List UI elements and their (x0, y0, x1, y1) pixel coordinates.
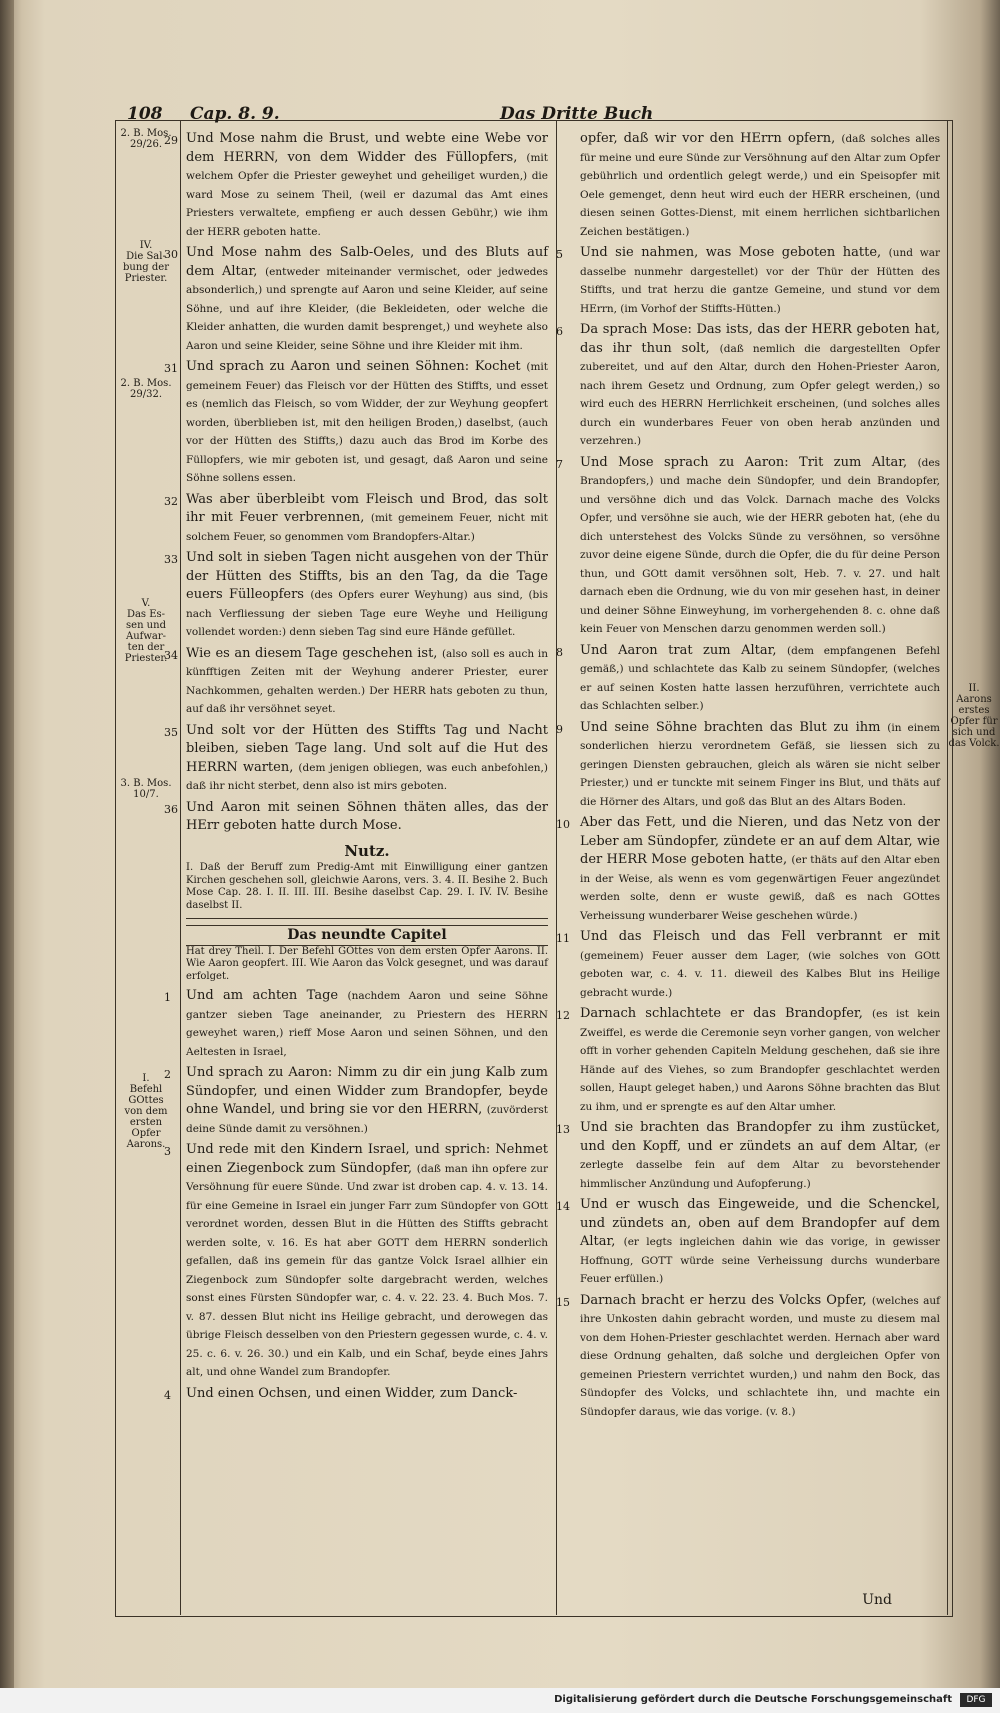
verse (164, 799, 548, 836)
verse-gloss: (also soll es auch in künfftigen Zeiten mit der Weyhung anderer Priester, eurer Nachkommen, gehalten werden.) Der HERR hats geboten zu thun, auf daß ihr versöhnet seyet. (186, 647, 549, 715)
verses-chapter-8 (164, 130, 549, 836)
verse-text: Und am achten Tage (186, 988, 339, 1003)
verse (164, 244, 548, 355)
verse (164, 645, 549, 719)
verse-number: 3 (164, 1145, 171, 1158)
verse-number: 30 (164, 248, 178, 261)
column-divider (556, 120, 557, 1615)
verse-gloss: (des Opfers eurer Weyhung) aus sind, (bis nach Verfliessung der sieben Tage eure Weyhe und Heiligung vollendet worden:) denn sieben Tag sind eure Hände gefüllet. (186, 589, 549, 638)
margin-note: V. Das Es- sen und Aufwar- ten der Priester. (124, 598, 168, 664)
verse-number: 35 (164, 725, 178, 739)
page-number: 108 (127, 104, 163, 124)
running-chapter: Cap. 8. 9. (190, 104, 280, 124)
verse-text: Und rede mit den Kindern Israel, und sprich: Nehmet einen Ziegenbock zum Sündopfer, (186, 1142, 548, 1176)
margin-rule-left (180, 120, 181, 1615)
verse (556, 244, 940, 318)
verses-chapter-9 (164, 987, 548, 1403)
verse-text: Darnach bracht er herzu des Volcks Opfer, (580, 1292, 867, 1308)
verse-number: 29 (164, 134, 178, 147)
margin-note: 3. B. Mos. 10/7. (120, 778, 172, 800)
verse-text: Und sprach zu Aaron: Nimm zu dir ein jung Kalb zum Sündopfer, und einen Widder zum Brandopfer, beyde ohne Wandel, und bring sie vor den HERRN, (186, 1065, 548, 1117)
verse-gloss: (gemeinem) Feuer ausser dem Lager, (wie solches von GOtt geboten war, c. 4. v. 11. dieweil des Kalbes Blut ins Heilige gebracht wurde.) (580, 949, 940, 999)
right-text-column (556, 130, 941, 1424)
verse-text: Wie es an diesem Tage geschehen ist, (186, 645, 438, 661)
verse-text: Darnach schlachtete er das Brandopfer, (580, 1006, 863, 1021)
verse-text: Und Mose nahm des Salb-Oeles, und des Bluts auf dem Altar, (186, 245, 548, 279)
margin-note: I. Befehl GOttes von dem ersten Opfer Aarons. (124, 1073, 168, 1150)
verse (556, 1292, 940, 1422)
verse-gloss: (mit welchem Opfer die Priester geweyhet und geheiliget wurden,) die ward Mose zu seinem Theil, (weil er dazumal das Amt eines Priesters verwaltete, empfieng er auch dessen Gebühr,) wie ihm der HERR geboten hatte. (186, 151, 548, 238)
verse-text: Und Mose nahm die Brust, und webte eine Webe vor dem HERRN, von dem Widder des Füllopfers, (186, 131, 548, 165)
verse-gloss: (daß nemlich die dargestellten Opfer zubereitet, und auf den Altar, durch den Hohen-Priester Aaron, nach ihrem Gesetz und Ordnung, zum Opfer gelegt werden,) so wird euch des HERRN Herrlichkeit erscheinen, (und solches alles durch ein wunderbares Feuer von oben herab anzünden und verzehren.) (580, 342, 940, 447)
verse-number: 9 (556, 722, 563, 736)
verse-gloss: (dem empfangenen Befehl gemäß,) und schlachtete das Kalb zu seinem Sündopfer, (welches er auf seinen Kosten hatte lassen herzuführen, verrichtete auch das Schlachten selber.) (580, 644, 940, 712)
verse (164, 549, 549, 642)
verse (556, 814, 941, 925)
verse-gloss: (er legts ingleichen dahin wie das vorige, in gewisser Hoffnung, GOTT würde seine Verheissung durchs wunderbare Feuer erfüllen.) (580, 1236, 940, 1285)
margin-note: IV. Die Sal- bung der Priester. (123, 240, 169, 284)
verse-number: 10 (556, 818, 570, 831)
verse-gloss: (dem jenigen obliegen, was euch anbefohlen,) daß ihr nicht sterbet, denn also ist mirs geboten. (186, 761, 548, 792)
footer-credit: Digitalisierung gefördert durch die Deutsche Forschungsgemeinschaft (554, 1694, 952, 1705)
margin-note: II. Aarons erstes Opfer für sich und das Volck. (948, 683, 1000, 749)
verse (556, 1196, 940, 1289)
catchword: Und (862, 1592, 892, 1608)
verse-gloss: (entweder miteinander vermischet, oder jedwedes absonderlich,) und sprengte auf Aaron und seine Kleider, auf seine Söhne, und auf ihre Kleider, (die Bekleideten, oder welche die Kleider anhatten, die wurden damit besprenget,) und weyhete also Aaron und seine Kleider, seine Söhne und ihre Kleider mit ihm. (186, 265, 548, 352)
verse-text: Aber das Fett, und die Nieren, und das Netz von der Leber am Sündopfer, zündete er an auf dem Altar, wie der HERR Mose geboten hatte, (580, 815, 940, 867)
verses-right (556, 130, 941, 1421)
dfg-logo: DFG (960, 1693, 992, 1707)
verse-gloss: (und war dasselbe nunmehr dargestellet) vor der Thür der Hütten des Stiffts, und trat herzu die gantze Gemeine, und stund vor dem HErrn, (im Vorhof der Stiffts-Hütten.) (580, 247, 940, 315)
verse-gloss: (zuvörderst deine Sünde damit zu versöhnen.) (186, 1104, 548, 1135)
verse-number: 14 (556, 1200, 570, 1213)
running-title: Das Dritte Buch (500, 104, 654, 124)
verse-gloss: (in einem sonderlichen hierzu verordnetem Gefäß, sie liessen sich zu geringen Diensten gebrauchen, gleich als wären sie nicht selber Priester,) und er tunckte mit seinem Finger ins Blut, und thäts auf die Hörner des Altars, und goß das Blut an des Altars Boden. (580, 721, 940, 808)
verse-text: Und Aaron trat zum Altar, (580, 642, 777, 658)
verse (164, 987, 548, 1061)
left-text-column (164, 130, 549, 1406)
verse-text: Und er wusch das Eingeweide, und die Schenckel, und zündets an, oben auf dem Brandopfer auf dem Altar, (580, 1197, 940, 1249)
verse-number: 11 (556, 932, 570, 945)
verse (556, 1005, 940, 1116)
nutz-heading: Nutz. (344, 841, 390, 860)
verse-number: 33 (164, 553, 178, 566)
verse-text: Und Mose sprach zu Aaron: Trit zum Altar, (580, 454, 908, 470)
verse (164, 358, 548, 488)
verse (556, 719, 940, 812)
book-spine (0, 0, 14, 1688)
verse (164, 722, 548, 796)
verse (164, 491, 548, 547)
chapter-summary: Hat drey Theil. I. Der Befehl GOttes von dem ersten Opfer Aarons. II. Wie Aaron geopfert. III. Wie Aaron das Volck gesegnet, und was darauf erfolget. (186, 945, 548, 982)
verse (164, 130, 548, 241)
verse-number: 7 (556, 457, 563, 471)
verse-text: Und sie nahmen, was Mose geboten hatte, (580, 245, 882, 260)
verse (580, 130, 940, 241)
verse-number: 13 (556, 1123, 570, 1136)
verse-gloss: (des Brandopfers,) und mache dein Sündopfer, und dein Brandopfer, und versöhne dich und das Volck. Darnach mache des Volcks Opfer, und versöhne sie auch, wie der HERR geboten hat, (ehe du dich unterstehest des Volcks Sünde zu versöhnen, so versöhne zuvor deine eigene Sünde, durch die Opfer, die du für deine Person thun, und GOtt damit versöhnen solt, Heb. 7. v. 27. und halt darnach eben die Ordnung, wie du von mir gesehen hast, in deiner und deiner Söhne Einweyhung, im vorhergehenden 8. c. ohne daß kein Feuer von Menschen darzu genommen werden soll.) (580, 456, 940, 635)
verse-number: 12 (556, 1009, 570, 1022)
verse (164, 1064, 548, 1138)
verse-text: Und solt vor der Hütten des Stiffts Tag und Nacht bleiben, sieben Tage lang. Und solt auf die Hut des HERRN warten, (186, 722, 548, 775)
verse-gloss: (daß solches alles für meine und eure Sünde zur Versöhnung auf den Altar zum Opfer gebührlich und ordentlich gelegt werde,) und ein Speisopfer mit Oele gemenget, denn heut wird euch der HERR erscheinen, (und diesen seinen Gottes-Dienst, mit einem herrlichen sichtbarlichen Zeichen bestätigen.) (580, 133, 940, 238)
verse-text: Und seine Söhne brachten das Blut zu ihm (580, 719, 881, 735)
verse-text: Und sie brachten das Brandopfer zu ihm zustücket, und den Kopff, und er zündets an auf dem Altar, (580, 1120, 940, 1154)
verse-gloss: (es ist kein Zweiffel, es werde die Ceremonie seyn vorher gangen, von welcher offt in vorher gehenden Capiteln Meldung geschehen, daß sie ihre Hände auf des Viehes, so zum Brandopfer geschlachtet werden sollen, Haupt geleget haben,) und Aarons Söhne brachten das Blut zu ihm, und er sprengte es auf den Altar umher. (580, 1008, 940, 1113)
verse-number: 31 (164, 362, 178, 375)
verse-number: 5 (556, 248, 563, 261)
verse-gloss: (mit gemeinem Feuer) das Fleisch vor der Hütten des Stiffts, und esset es (nemlich das Fleisch, so vom Widder, der zur Weyhung geopfert worden, überblieben ist, mit den heiligen Broden,) daselbst, (auch vor der Hütten des Stiffts,) dazu auch das Brod im Korbe des Füllopfers, wie mir geboten ist, und gesagt, daß Aaron und seine Söhne sollens essen. (186, 361, 548, 484)
verse-text: opfer, daß wir vor den HErrn opfern, (580, 131, 836, 146)
verse (164, 1141, 548, 1382)
verse (164, 1385, 548, 1404)
verse-text: Und das Fleisch und das Fell verbrannt er mit (580, 929, 940, 944)
verse-gloss: (nachdem Aaron und seine Söhne gantzer sieben Tage aneinander, zu Priestern des HERRN geweyhet waren,) rieff Mose Aaron und seinen Söhnen, und den Aeltesten in Israel, (186, 990, 548, 1058)
verse-number: 4 (164, 1388, 171, 1402)
chapter-heading: Das neundte Capitel (186, 925, 548, 946)
verse-number: 15 (556, 1295, 570, 1309)
verse-text: Und sprach zu Aaron und seinen Söhnen: Kochet (186, 359, 521, 374)
digitization-footer (0, 1688, 1000, 1713)
verse-number: 2 (164, 1068, 171, 1081)
verse-number: 6 (556, 325, 563, 338)
verse-text: Da sprach Mose: Das ists, das der HERR geboten hat, das ihr thun solt, (580, 322, 940, 356)
verse-text: Was aber überbleibt vom Fleisch und Brod, das solt ihr mit Feuer verbrennen, (186, 491, 548, 525)
verse-number: 36 (164, 802, 178, 816)
verse-gloss: (daß man ihn opfere zur Versöhnung für euere Sünde. Und zwar ist droben cap. 4. v. 13. 14. für eine Gemeine in Israel ein junger Farr zum Sündopfer von GOtt verordnet worden, dessen Blut in die Hütten des Stiffts gebracht werden solte, v. 16. Es hat aber GOTT dem HERRN sonderlich gefallen, daß ins gemein für das gantze Volck Israel allhier ein Ziegenbock zum Sündopfer solte dargebracht werden, welches sonst eines Fürsten Sündopfer war, c. 4. v. 22. 23. 4. Buch Mos. 7. v. 87. dessen Blut nicht ins Heilige gebracht, und derowegen das übrige Fleisch desselben von den Priestern gegessen wurde, c. 4. v. 25. c. 6. v. 26. 30.) und ein Kalb, und ein Schaf, beyde eines Jahrs alt, und ohne Wandel zum Brandopfer. (186, 1162, 548, 1378)
verse-text: Und Aaron mit seinen Söhnen thäten alles, das der HErr geboten hatte durch Mose. (186, 799, 548, 833)
verse-gloss: (welches auf ihre Unkosten dahin gebracht worden, und muste zu diesem mal von dem Hohen-Priester geschlachtet werden. Hernach aber ward diese Ordnung gehalten, daß solche und dergleichen Opfer von gemeinen Priestern verrichtet wurden,) und nahm den Bock, das Sündopfer des Volcks, und schlachtete ihn, und machte ein Sündopfer daraus, wie das vorige. (v. 8.) (580, 1294, 940, 1418)
verse-gloss: (mit gemeinem Feuer, nicht mit solchem Feuer, so genommen vom Brandopfers-Altar.) (186, 512, 548, 543)
verse (556, 454, 940, 639)
margin-note: 2. B. Mos. 29/32. (120, 378, 172, 400)
nutz-text: I. Daß der Beruff zum Predig-Amt mit Einwilligung einer gantzen Kirchen geschehen soll, gleichwie Aarons, vers. 3. 4. II. Besihe 2. Buch Mose Cap. 28. I. II. III. III. Besihe daselbst Cap. 29. I. IV. IV. Besihe daselbst II. (186, 862, 548, 919)
verse (556, 642, 940, 716)
margin-rule-right (947, 120, 948, 1615)
verse-number: 32 (164, 494, 178, 508)
verse-number: 1 (164, 991, 171, 1004)
verse-text: Und solt in sieben Tagen nicht ausgehen von der Thür der Hütten des Stiffts, bis an den Tag, da die Tage euers Fülleopfers (186, 550, 548, 602)
verse-text: Und einen Ochsen, und einen Widder, zum Danck- (186, 1385, 518, 1401)
verse (556, 1119, 940, 1193)
margin-note: 2. B. Mos. 29/26. (120, 128, 172, 150)
verse-number: 8 (556, 645, 563, 659)
verse-gloss: (er thäts auf den Altar eben in der Weise, als wenn es vom gegenwärtigen Feuer angezündet werden solte, denn er wuste gewiß, daß es nach GOttes Verheissung wunderbarer Weise geschehen würde.) (580, 854, 941, 922)
verse (556, 321, 940, 451)
verse-number: 34 (164, 648, 178, 662)
verse-gloss: (er zerlegte dasselbe fein auf dem Altar zu bevorstehender himmlischer Anzündung und Aufopferung.) (580, 1140, 940, 1190)
verse (556, 928, 940, 1002)
